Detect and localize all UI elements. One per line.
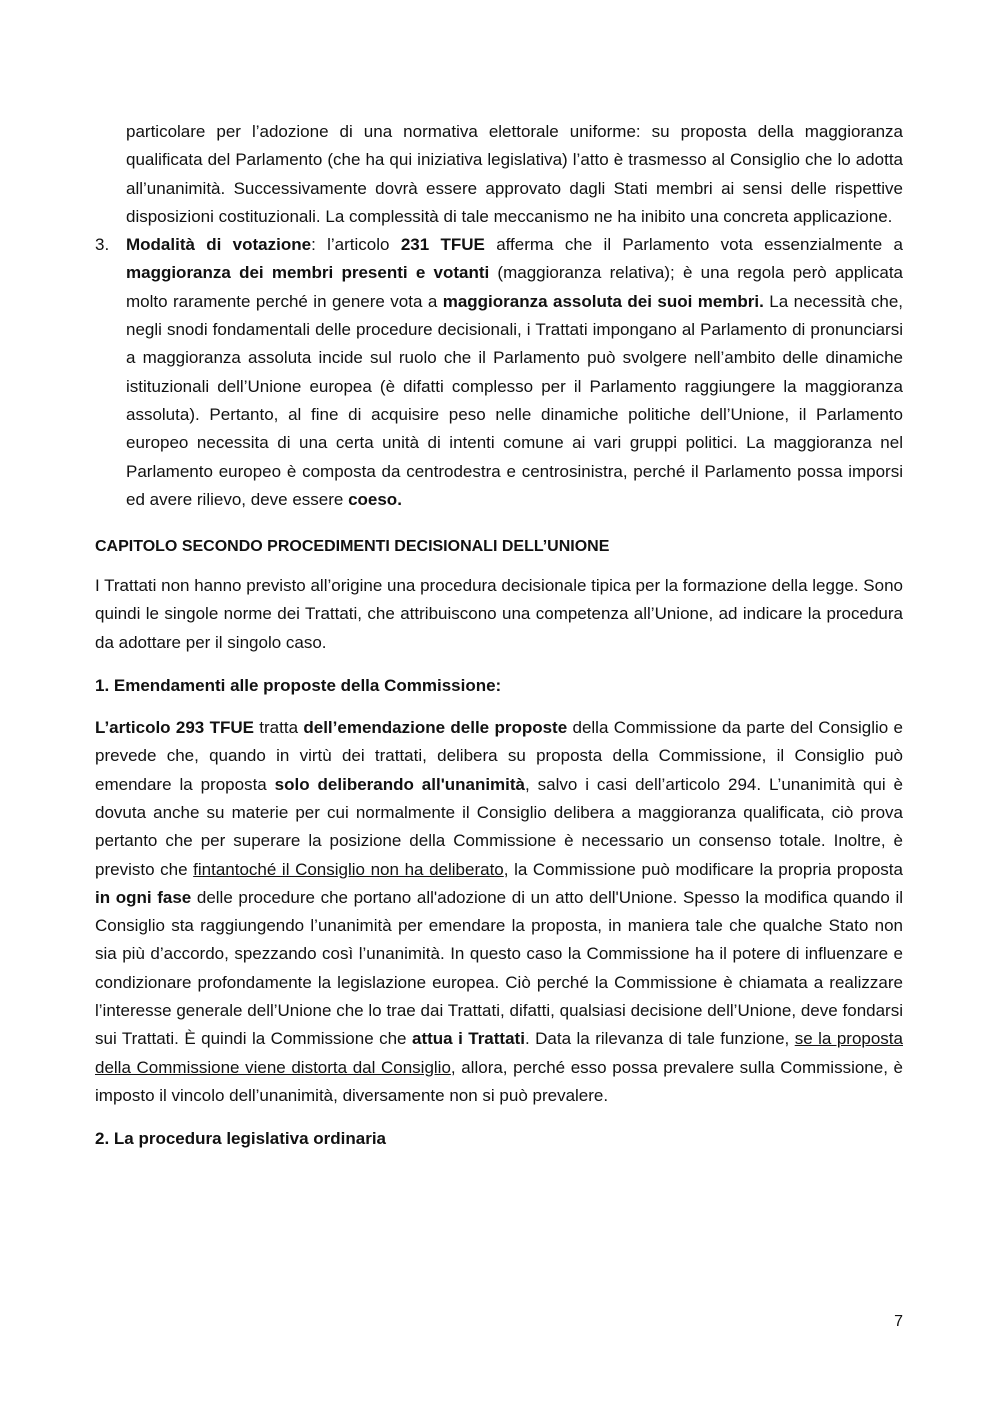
text-run: tratta [253, 718, 304, 738]
bold-term: coeso. [348, 489, 402, 509]
page-number: 7 [894, 1313, 903, 1330]
text-run: (maggioranza relativa); è una regola però applicata molto raramente perché in genere vota a [126, 263, 903, 311]
bold-term: maggioranza dei membri presenti e votanti [126, 263, 490, 283]
bold-term: dell’emendazione delle proposte [303, 718, 568, 738]
bold-term: L’articolo 293 TFUE [95, 718, 254, 738]
text-run: . Data la rilevanza di tale funzione, [524, 1029, 795, 1049]
bold-term: in ogni fase [95, 887, 192, 907]
bold-term: Modalità di votazione [126, 235, 312, 255]
chapter-heading: CAPITOLO SECONDO PROCEDIMENTI DECISIONALI DELL’UNIONE [95, 538, 610, 556]
underlined-phrase: se la proposta della Commissione viene distorta dal Consiglio [95, 1029, 903, 1077]
section-heading-1: 1. Emendamenti alle proposte della Commissione: [95, 676, 502, 696]
underlined-phrase: fintantoché il Consiglio non ha deliberato [193, 859, 504, 879]
bold-term: maggioranza assoluta dei suoi membri. [442, 291, 764, 311]
bold-term: solo deliberando all'unanimità [274, 774, 526, 794]
section-1-paragraph [95, 714, 903, 1110]
bold-term: 231 TFUE [400, 235, 485, 255]
section-heading-2: 2. La procedura legislativa ordinaria [95, 1129, 386, 1149]
document-page [95, 118, 903, 1153]
list-item-3 [95, 231, 903, 514]
text-run: afferma che il Parlamento vota essenzialmente a [484, 235, 903, 255]
list-item-continuation [95, 118, 903, 231]
text-run: : l’articolo [311, 235, 401, 255]
numbered-list [95, 118, 903, 514]
bold-term: attua i Trattati [411, 1029, 525, 1049]
text-run: La necessità che, negli snodi fondamentali delle procedure decisionali, i Trattati impongano al Parlamento di pronunciarsi a maggioranza assoluta incide sul ruolo che il Parlamento può svolgere nell’ambito delle dinamiche istituzionali dell’Unione europea (è difatti complesso per il Parlamento raggiungere la maggioranza assoluta). Pertanto, al fine di acquisire peso nelle dinamiche politiche dell’Unione, il Parlamento europeo necessita di una certa unità di intenti comune ai vari gruppi politici. La maggioranza nel Parlamento europeo è composta da centrodestra e centrosinistra, perché il Parlamento possa imporsi ed avere rilievo, deve essere [126, 291, 903, 509]
text-run: della Commissione da parte del Consiglio e prevede che, quando in virtù dei trattati, delibera su proposta della Commissione, il Consiglio può emendare la proposta [95, 718, 904, 794]
text-run: delle procedure che portano all'adozione di un atto dell'Unione. Spesso la modifica quando il Consiglio sta raggiungendo l’unanimità per emendare la proposta, in maniera tale che qualche Stato non sia più d’accordo, spezzando così l’unanimità. In questo caso la Commissione ha il potere di influenzare e condizionare profondamente la legislazione europea. Ciò perché la Commissione è chiamata a realizzare l’interesse generale dell’Unione che lo trae dai Trattati, difatti, qualsiasi decisione dell’Unione, deve fondarsi sui Trattati. È quindi la Commissione che [95, 887, 903, 1049]
text-run: , allora, perché esso possa prevalere sulla Commissione, è imposto il vincolo dell’unanimità, diversamente non si può prevalere. [95, 1057, 903, 1105]
list-item-text [126, 231, 903, 514]
text-run: , salvo i casi dell’articolo 294. L’unanimità qui è dovuta anche su materie per cui normalmente il Consiglio delibera a maggioranza qualificata, ciò prova pertanto che per superare la posizione della Commissione è necessario un consenso totale. Inoltre, è previsto che [95, 774, 903, 879]
list-item-text: particolare per l’adozione di una normativa elettorale uniforme: su proposta della maggioranza qualificata del Parlamento (che ha qui iniziativa legislativa) l’atto è trasmesso al Consiglio che lo adotta all’unanimità. Successivamente dovrà essere approvato dagli Stati membri ai sensi delle rispettive disposizioni costituzionali. La complessità di tale meccanismo ne ha inibito una concreta applicazione. [126, 122, 903, 226]
text-run: , la Commissione può modificare la propria proposta [503, 859, 903, 879]
intro-paragraph: I Trattati non hanno previsto all’origine una procedura decisionale tipica per la formazione della legge. Sono quindi le singole norme dei Trattati, che attribuiscono una competenza all’Unione, ad indicare la procedura da adottare per il singolo caso. [95, 576, 904, 652]
list-number: 3. [95, 235, 110, 255]
